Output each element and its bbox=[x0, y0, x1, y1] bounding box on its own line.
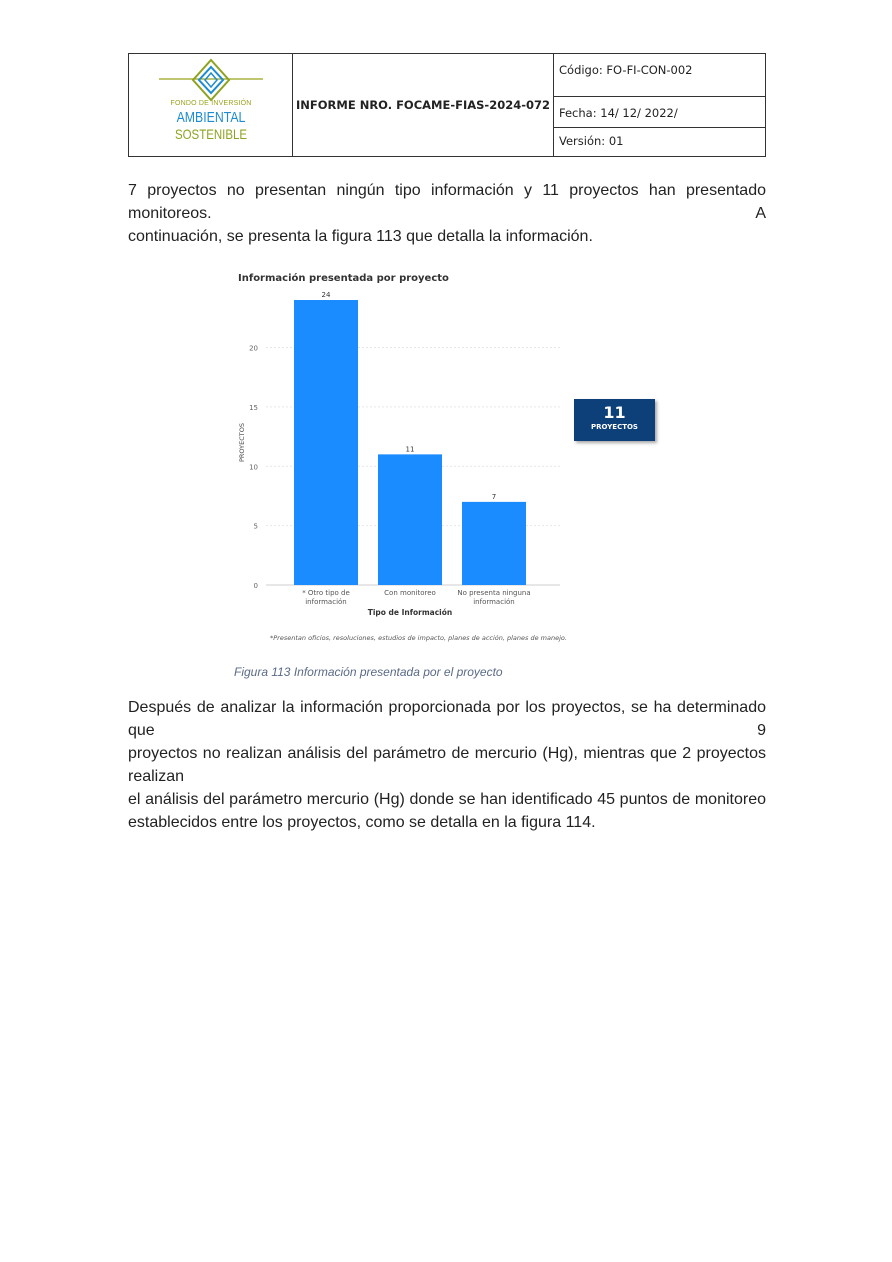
bar bbox=[378, 454, 442, 585]
y-axis-label: PROYECTOS bbox=[238, 422, 246, 463]
kpi-label: PROYECTOS bbox=[591, 423, 638, 431]
x-tick-label: información bbox=[473, 598, 515, 606]
y-tick-label: 0 bbox=[253, 582, 258, 590]
paragraph-line: el análisis del parámetro mercurio (Hg) donde se han identificado 45 puntos de monitoreo bbox=[128, 791, 766, 808]
bar bbox=[294, 300, 358, 585]
kpi-card bbox=[574, 399, 655, 441]
figure-caption: Figura 113 Información presentada por el proyecto bbox=[234, 665, 503, 679]
x-tick-label: * Otro tipo de bbox=[302, 589, 350, 597]
bar-chart bbox=[230, 288, 570, 623]
paragraph-intro bbox=[128, 179, 766, 248]
logo-text-line2: AMBIENTAL bbox=[176, 109, 246, 126]
paragraph-analysis bbox=[128, 696, 766, 834]
x-tick-label: Con monitoreo bbox=[384, 589, 436, 597]
x-axis-label: Tipo de Información bbox=[367, 608, 453, 617]
paragraph-line: Después de analizar la información proporcionada por los proyectos, se ha determinado que 9 bbox=[128, 699, 766, 739]
chart-title: Información presentada por proyecto bbox=[238, 273, 449, 284]
document-code: Código: FO-FI-CON-002 bbox=[554, 54, 765, 97]
document-meta bbox=[554, 54, 765, 156]
y-tick-label: 10 bbox=[249, 463, 258, 472]
data-label: 24 bbox=[321, 291, 331, 299]
paragraph-line: 7 proyectos no presentan ningún tipo información y 11 proyectos han presentado monitoreos. A bbox=[128, 182, 766, 222]
paragraph-line: establecidos entre los proyectos, como se detalla en la figura 114. bbox=[128, 814, 596, 831]
bar bbox=[462, 502, 526, 585]
y-tick-label: 20 bbox=[249, 344, 258, 353]
y-tick-label: 5 bbox=[253, 522, 258, 531]
data-label: 11 bbox=[405, 445, 415, 454]
paragraph-line: continuación, se presenta la figura 113 que detalla la información. bbox=[128, 228, 593, 245]
logo-text-line3: SOSTENIBLE bbox=[174, 126, 248, 142]
logo-text-line1: FONDO DE INVERSIÓN bbox=[170, 100, 252, 107]
logo-diamond-icon bbox=[159, 58, 263, 102]
document-date: Fecha: 14/ 12/ 2022/ bbox=[554, 97, 765, 128]
logo-cell bbox=[129, 54, 293, 156]
report-title: INFORME NRO. FOCAME-FIAS-2024-072 bbox=[293, 54, 554, 156]
x-tick-label: información bbox=[305, 598, 347, 606]
data-label: 7 bbox=[491, 492, 497, 501]
document-version: Versión: 01 bbox=[559, 134, 624, 148]
paragraph-line: proyectos no realizan análisis del parámetro de mercurio (Hg), mientras que 2 proyectos realizan bbox=[128, 745, 766, 785]
kpi-value: 11 bbox=[603, 403, 626, 422]
chart-footnote: *Presentan oficios, resoluciones, estudios de impacto, planes de acción, planes de manejo. bbox=[270, 634, 567, 642]
y-tick-label: 15 bbox=[249, 403, 258, 412]
x-tick-label: No presenta ninguna bbox=[457, 589, 531, 597]
document-header bbox=[128, 53, 766, 157]
